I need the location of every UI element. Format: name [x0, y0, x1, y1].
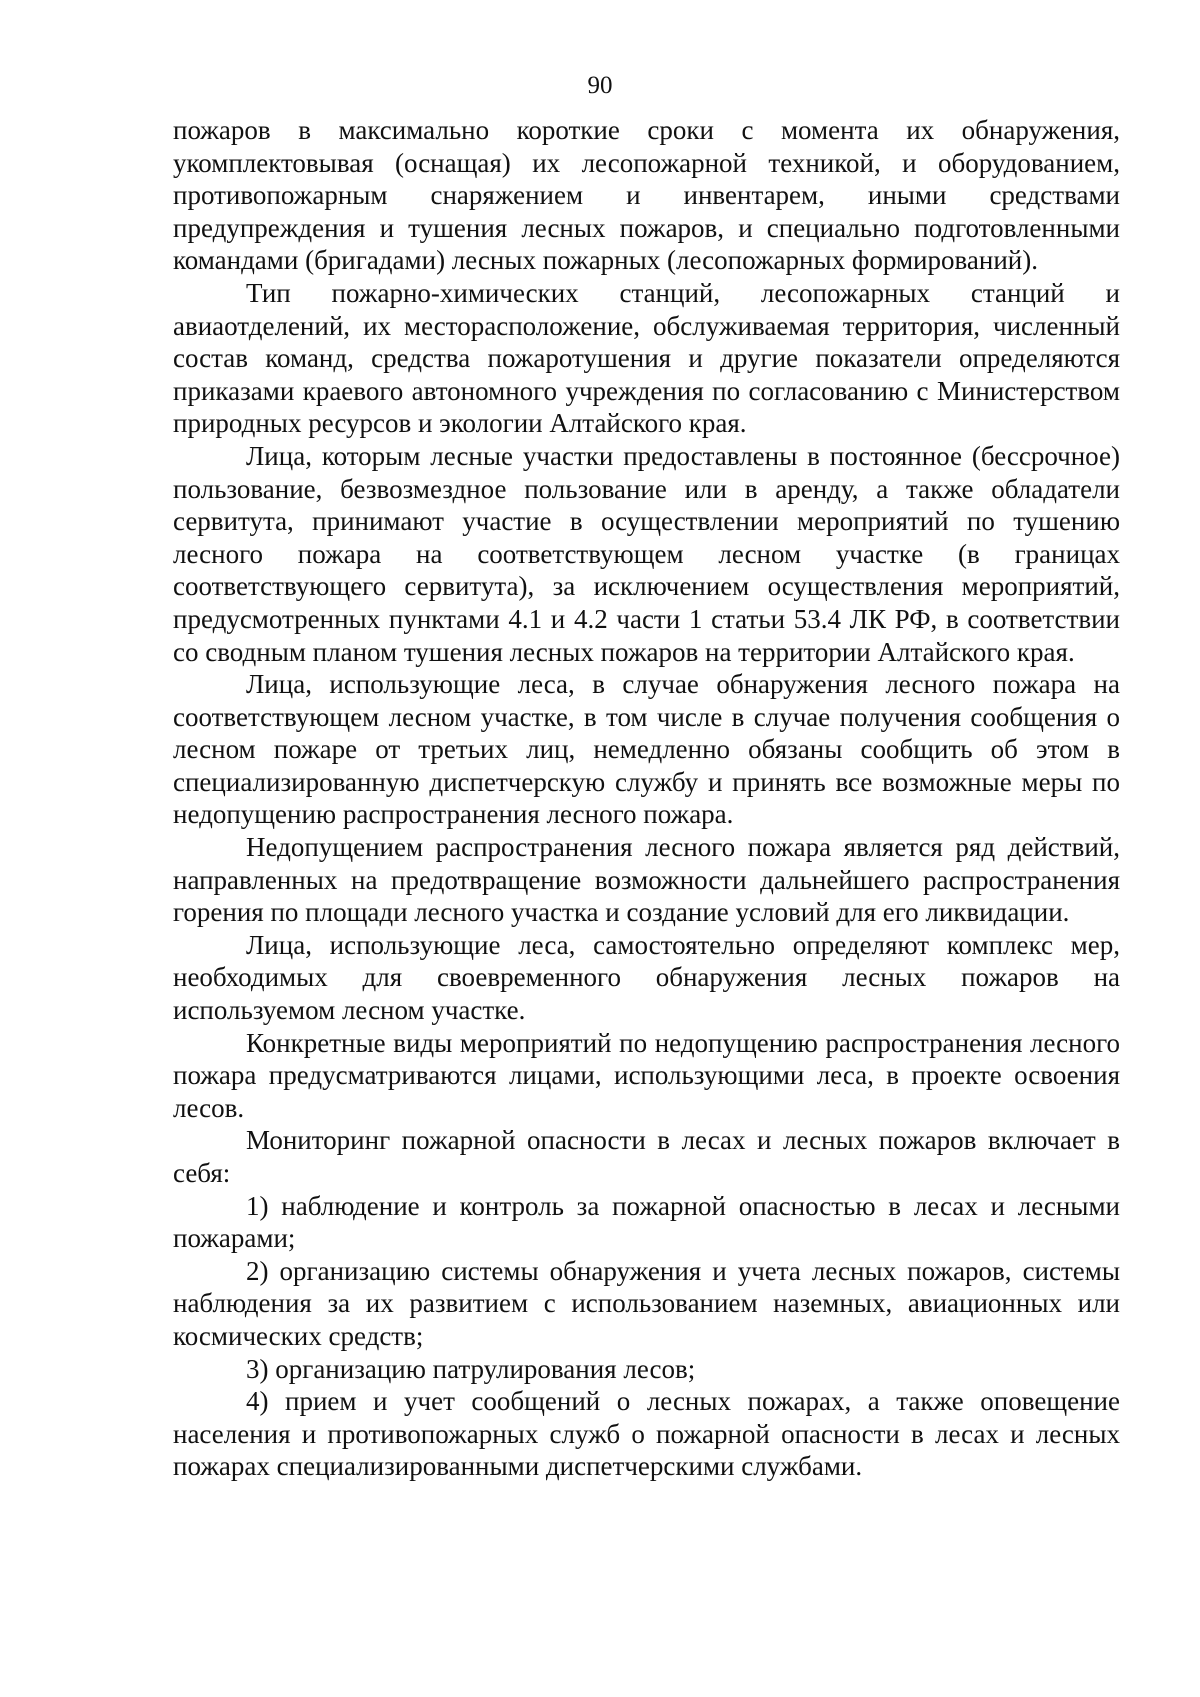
paragraph-station-types: Тип пожарно-химических станций, лесопожарных станций и авиаотделений, их месторасположение, обслуживаемая территория, численный состав команд, средства пожаротушения и другие показатели определяются приказами краевого автономного учреждения по согласованию с Министерством природных ресурсов и экологии Алтайского края.	[173, 277, 1120, 439]
paragraph-development-project: Конкретные виды мероприятий по недопущению распространения лесного пожара предусматриваются лицами, использующими леса, в проекте освоения лесов.	[173, 1027, 1120, 1123]
list-item-1: 1) наблюдение и контроль за пожарной опасностью в лесах и лесными пожарами;	[173, 1190, 1120, 1254]
list-item-2: 2) организацию системы обнаружения и учета лесных пожаров, системы наблюдения за их развитием с использованием наземных, авиационных или космических средств;	[173, 1255, 1120, 1351]
page-number: 90	[587, 72, 613, 99]
paragraph-continuation: пожаров в максимально короткие сроки с момента их обнаружения, укомплектовывая (оснащая) их лесопожарной техникой, и оборудованием, противопожарным снаряжением и инвентарем, иными средствами предупреждения и тушения лесных пожаров, и специально подготовленными командами (бригадами) лесных пожарных (лесопожарных формирований).	[173, 115, 1120, 276]
paragraph-spread-prevention-definition: Недопущением распространения лесного пожара является ряд действий, направленных на предотвращение возможности дальнейшего распространения горения по площади лесного участка и создание условий для его ликвидации.	[173, 832, 1120, 928]
paragraph-monitoring-intro: Мониторинг пожарной опасности в лесах и лесных пожаров включает в себя:	[173, 1125, 1120, 1188]
list-item-4: 4) прием и учет сообщений о лесных пожарах, а также оповещение населения и противопожарных служб о пожарной опасности в лесах и лесных пожарах специализированными диспетчерскими службами.	[173, 1386, 1120, 1482]
paragraph-forest-users-duties: Лица, которым лесные участки предоставлены в постоянное (бессрочное) пользование, безвозмездное пользование или в аренду, а также обладатели сервитута, принимают участие в осуществлении мероприятий по тушению лесного пожара на соответствующем лесном участке (в границах соответствующего сервитута), за исключением осуществления мероприятий, предусмотренных пунктами 4.1 и 4.2 части 1 статьи 53.4 ЛК РФ, в соответствии со сводным планом тушения лесных пожаров на территории Алтайского края.	[173, 440, 1120, 667]
paragraph-fire-reporting: Лица, использующие леса, в случае обнаружения лесного пожара на соответствующем лесном участке, в том числе в случае получения сообщения о лесном пожаре от третьих лиц, немедленно обязаны сообщить об этом в специализированную диспетчерскую службу и принять все возможные меры по недопущению распространения лесного пожара.	[173, 669, 1120, 830]
list-item-3: 3) организацию патрулирования лесов;	[246, 1353, 696, 1384]
paragraph-detection-measures: Лица, использующие леса, самостоятельно определяют комплекс мер, необходимых для своевременного обнаружения лесных пожаров на используемом лесном участке.	[173, 929, 1120, 1026]
document-body	[173, 114, 1120, 1483]
